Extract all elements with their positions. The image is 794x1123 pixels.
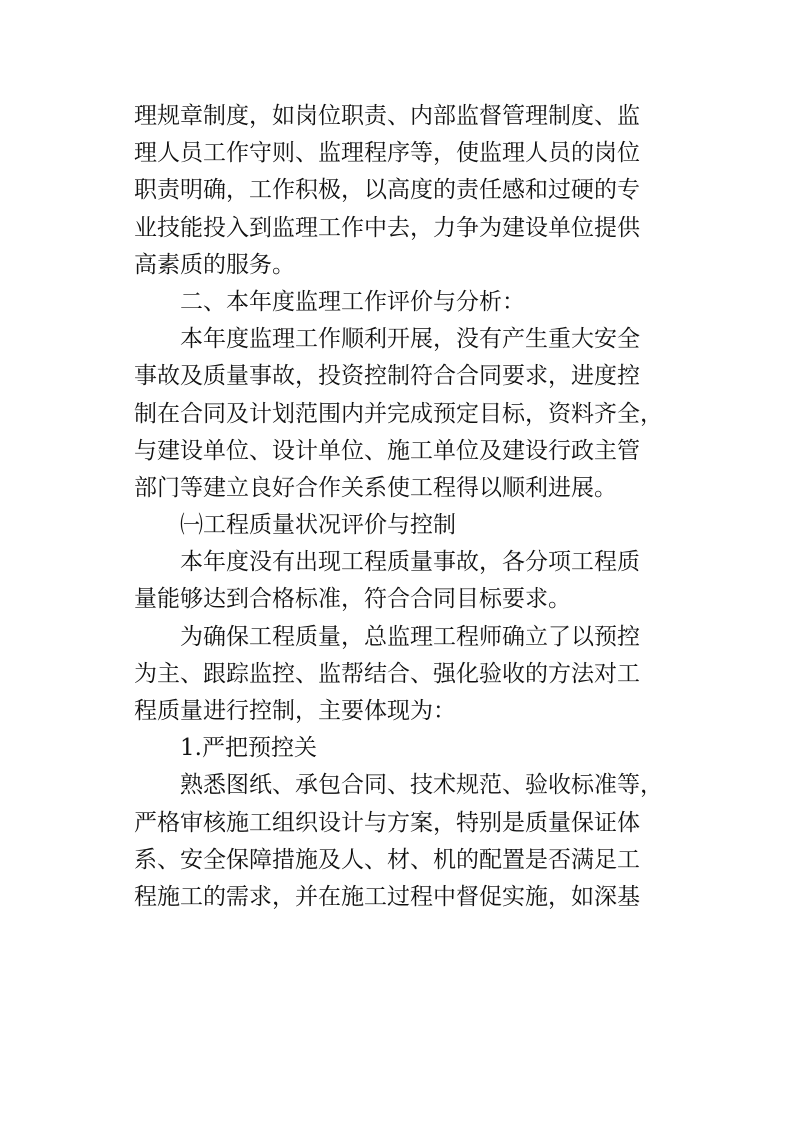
text-line-20: 严格审核施工组织设计与方案，特别是质量保证体 [134,809,640,836]
text-line-2: 理人员工作守则、监理程序等，使监理人员的岗位 [134,140,640,167]
text-line-16: 为主、跟踪监控、监帮结合、强化验收的方法对工 [134,660,640,687]
text-line-17: 程质量进行控制，主要体现为： [134,698,456,724]
text-line-21: 系、安全保障措施及人、材、机的配置是否满足工 [134,846,640,873]
item-heading-1: 1.严把预控关 [180,735,317,762]
text-line-3: 职责明确，工作积极，以高度的责任感和过硬的专 [134,177,640,204]
text-line-13: 本年度没有出现工程质量事故，各分项工程质 [180,549,640,576]
subsection-heading-1: ㈠工程质量状况评价与控制 [180,512,456,539]
text-line-1: 理规章制度，如岗位职责、内部监督管理制度、监 [134,103,640,129]
section-heading-2: 二、本年度监理工作评价与分析： [180,288,525,315]
text-line-5: 高素质的服务。 [134,251,295,278]
text-line-22: 程施工的需求，并在施工过程中督促实施，如深基 [134,883,640,910]
text-line-7: 本年度监理工作顺利开展，没有产生重大安全 [180,326,640,353]
text-line-11: 部门等建立良好合作关系使工程得以顺利进展。 [134,474,617,501]
text-line-4: 业技能投入到监理工作中去，力争为建设单位提供 [134,214,640,241]
text-line-9: 制在合同及计划范围内并完成预定目标，资料齐全， [134,400,663,427]
text-line-14: 量能够达到合格标准，符合合同目标要求。 [134,586,571,613]
text-line-8: 事故及质量事故，投资控制符合合同要求，进度控 [134,363,640,390]
text-line-10: 与建设单位、设计单位、施工单位及建设行政主管 [134,437,640,464]
document-body [134,98,674,916]
text-line-15: 为确保工程质量，总监理工程师确立了以预控 [180,623,640,650]
text-line-19: 熟悉图纸、承包合同、技术规范、验收标准等， [180,772,663,799]
